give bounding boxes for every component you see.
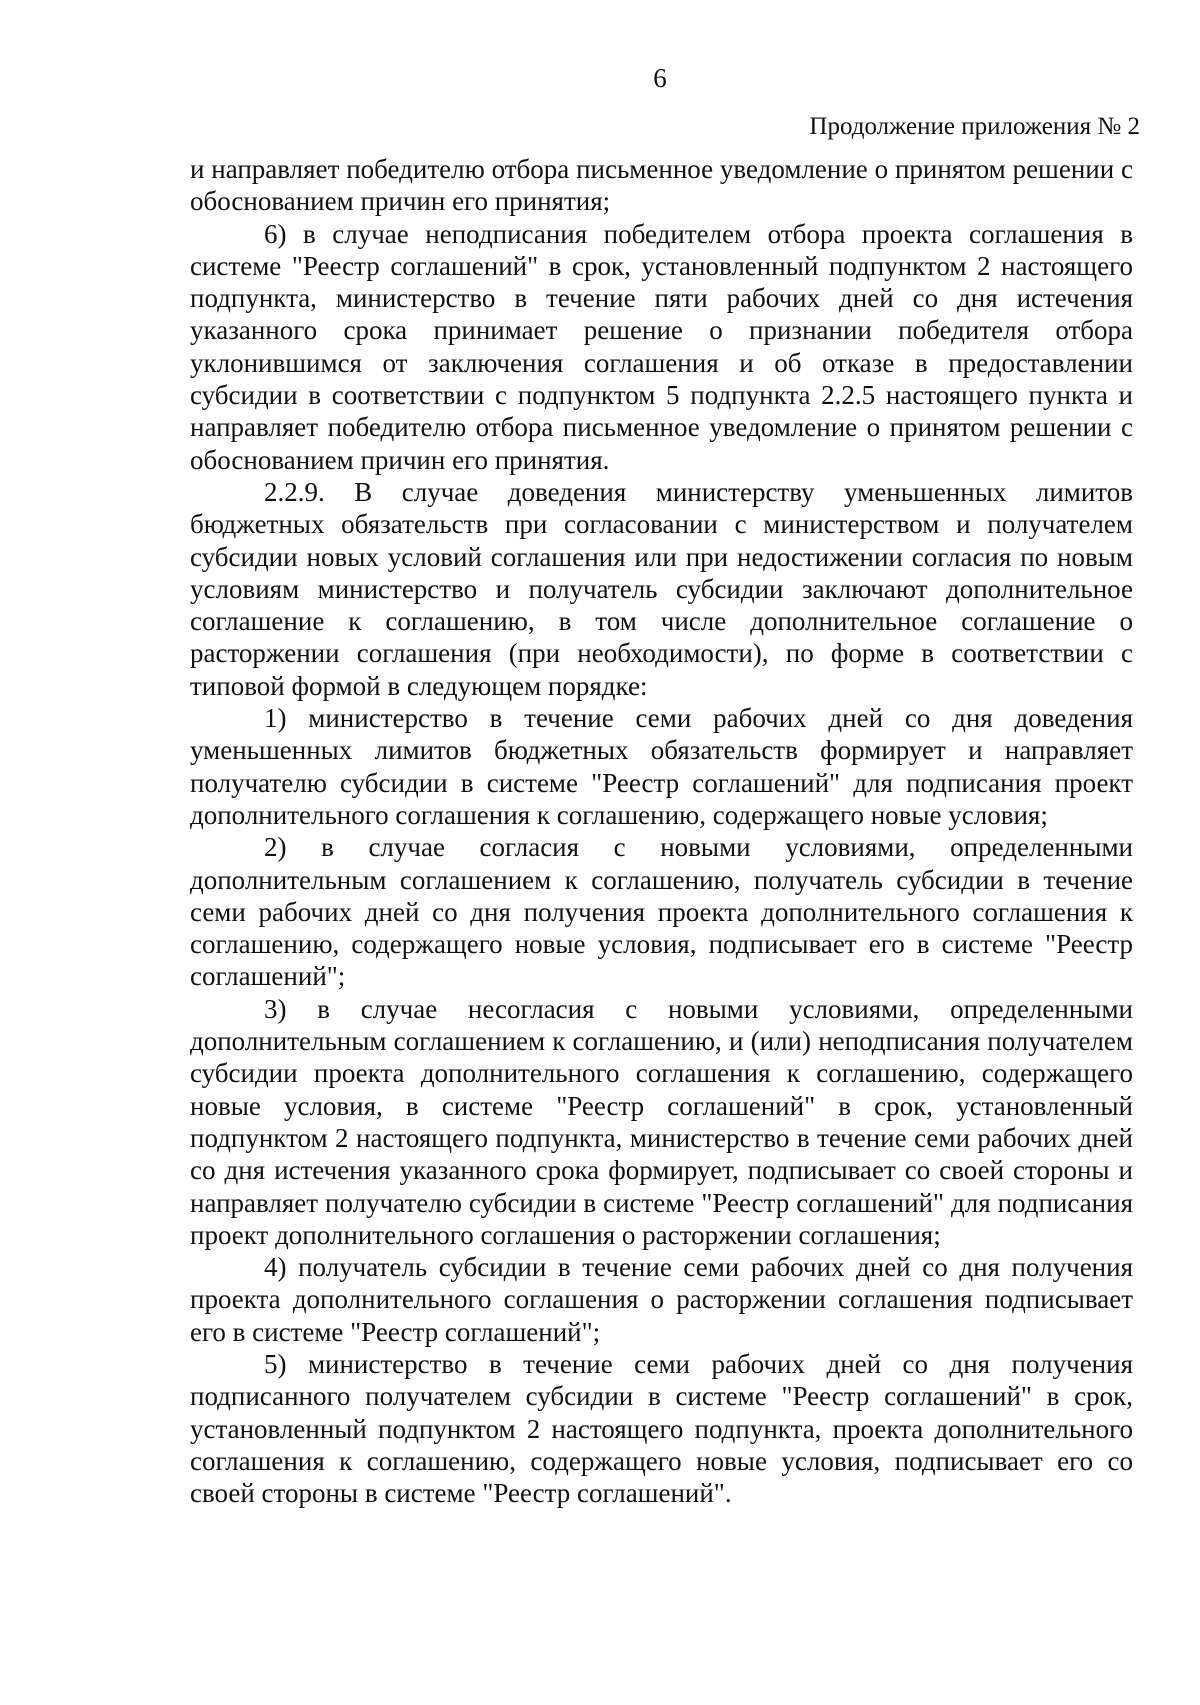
document-body (190, 153, 1133, 1509)
paragraph-subitem-1: 1) министерство в течение семи рабочих дней со дня доведения уменьшенных лимитов бюджетных обязательств формирует и направляет получателю субсидии в системе "Реестр соглашений" для подписания проект дополнительного соглашения к соглашению, содержащего новые условия; (190, 703, 1133, 830)
paragraph-continuation: и направляет победителю отбора письменное уведомление о принятом решении с обоснованием причин его принятия; (190, 154, 1133, 217)
paragraph-subitem-4: 4) получатель субсидии в течение семи рабочих дней со дня получения проекта дополнительного соглашения о расторжении соглашения подписывает его в системе "Реестр соглашений"; (190, 1252, 1133, 1347)
page-number: 6 (653, 63, 667, 93)
paragraph-subitem-3: 3) в случае несогласия с новыми условиями, определенными дополнительным соглашением к соглашению, и (или) неподписания получателем субсидии проекта дополнительного соглашения к соглашению, содержащего новые условия, в системе "Реестр соглашений" в срок, установленный подпунктом 2 настоящего подпункта, министерство в течение семи рабочих дней со дня истечения указанного срока формирует, подписывает со своей стороны и направляет получателю субсидии в системе "Реестр соглашений" для подписания проект дополнительного соглашения о расторжении соглашения; (190, 993, 1133, 1250)
paragraph-subitem-2: 2) в случае согласия с новыми условиями, определенными дополнительным соглашением к соглашению, получатель субсидии в течение семи рабочих дней со дня получения проекта дополнительного соглашения к соглашению, содержащего новые условия, подписывает его в системе "Реестр соглашений"; (190, 832, 1133, 992)
appendix-continuation-note: Продолжение приложения № 2 (809, 113, 1140, 140)
paragraph-subitem-6: 6) в случае неподписания победителем отбора проекта соглашения в системе "Реестр соглашений" в срок, установленный подпунктом 2 настоящего подпункта, министерство в течение пяти рабочих дней со дня истечения указанного срока принимает решение о признании победителя отбора уклонившимся от заключения соглашения и об отказе в предоставлении субсидии в соответствии с подпунктом 5 подпункта 2.2.5 настоящего пункта и направляет победителю отбора письменное уведомление о принятом решении с обоснованием причин его принятия. (190, 218, 1133, 475)
paragraph-clause-2-2-9: 2.2.9. В случае доведения министерству уменьшенных лимитов бюджетных обязательств при согласовании с министерством и получателем субсидии новых условий соглашения или при недостижении согласия по новым условиям министерство и получатель субсидии заключают дополнительное соглашение к соглашению, в том числе дополнительное соглашение о расторжении соглашения (при необходимости), по форме в соответствии с типовой формой в следующем порядке: (190, 476, 1133, 701)
paragraph-subitem-5: 5) министерство в течение семи рабочих дней со дня получения подписанного получателем субсидии в системе "Реестр соглашений" в срок, установленный подпунктом 2 настоящего подпункта, проекта дополнительного соглашения к соглашению, содержащего новые условия, подписывает его со своей стороны в системе "Реестр соглашений". (190, 1348, 1133, 1509)
